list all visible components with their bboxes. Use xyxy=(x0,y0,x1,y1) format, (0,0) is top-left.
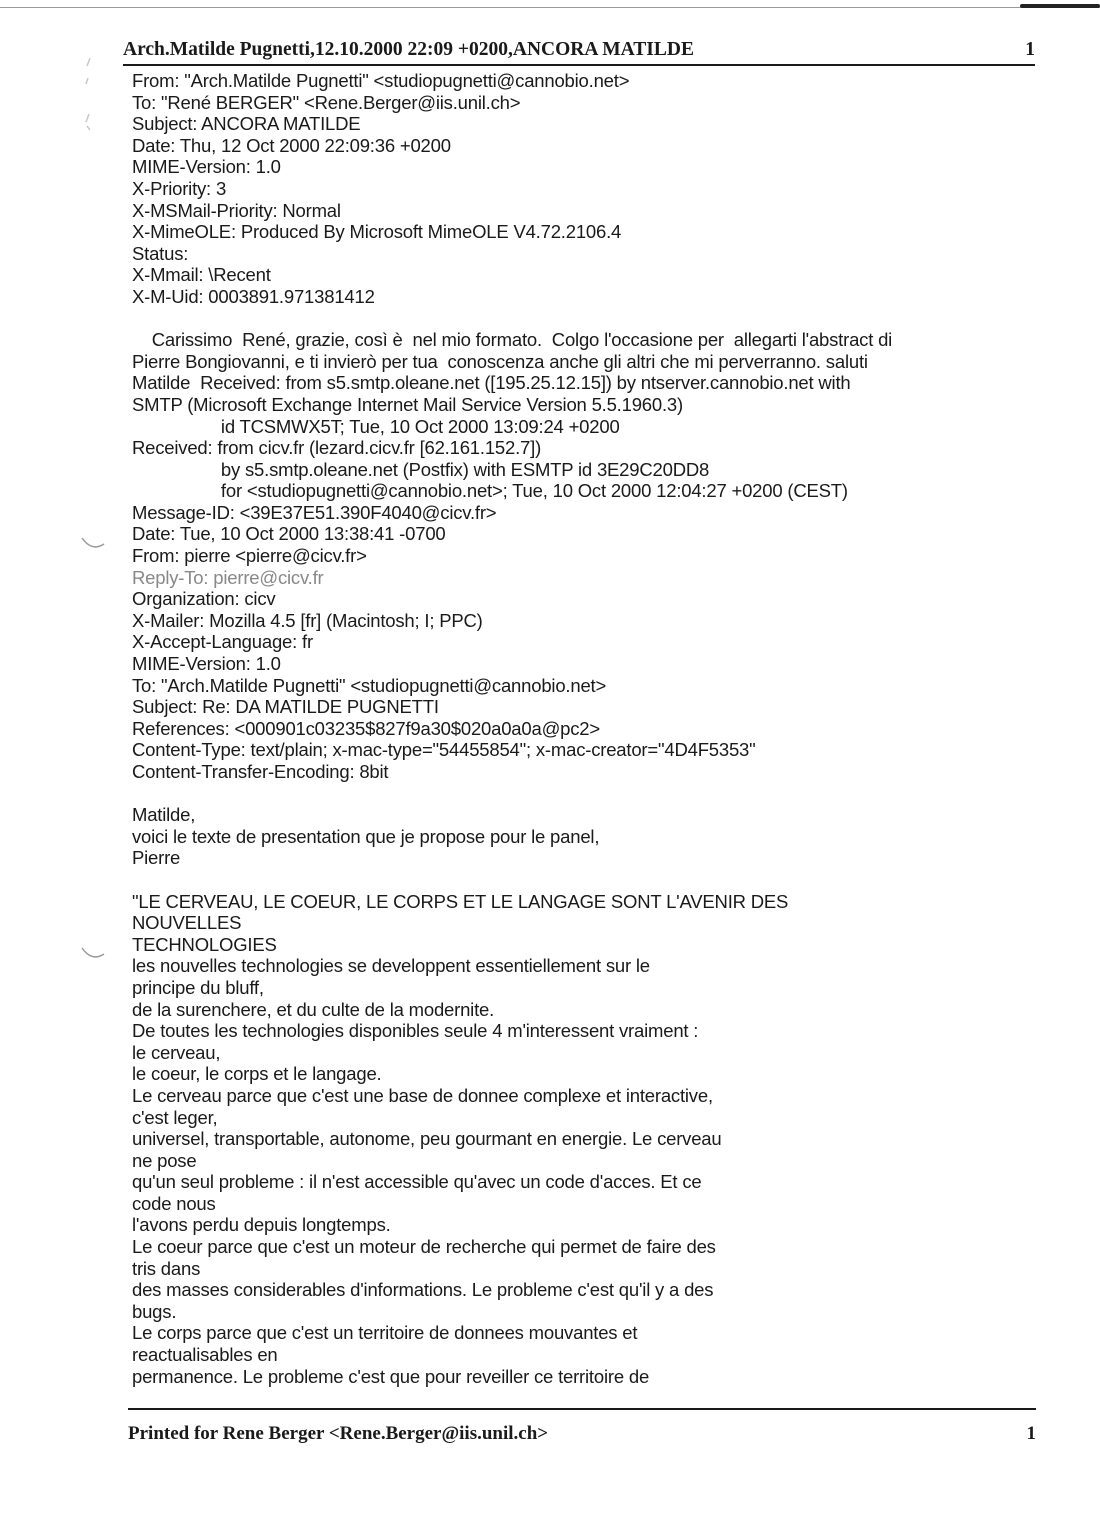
body-line: Matilde Received: from s5.smtp.oleane.net ([195.25.12.15]) by ntserver.cannobio.net with xyxy=(132,372,851,394)
body-line: des masses considerables d'informations. Le probleme c'est qu'il y a des xyxy=(132,1279,714,1301)
body-line: for <studiopugnetti@cannobio.net>; Tue, 10 Oct 2000 12:04:27 +0200 (CEST) xyxy=(132,480,848,502)
body-line: Reply-To: pierre@cicv.fr xyxy=(132,566,324,588)
body-line: X-M-Uid: 0003891.971381412 xyxy=(132,285,375,307)
body-line xyxy=(132,308,1032,330)
body-line: by s5.smtp.oleane.net (Postfix) with ESMTP id 3E29C20DD8 xyxy=(132,458,710,480)
scan-speck-marks xyxy=(78,52,98,142)
body-line: TECHNOLOGIES xyxy=(132,933,277,955)
body-line: De toutes les technologies disponibles seule 4 m'interessent vraiment : xyxy=(132,1020,699,1042)
body-line: X-Mailer: Mozilla 4.5 [fr] (Macintosh; I; PPC) xyxy=(132,609,483,631)
body-line: To: "Arch.Matilde Pugnetti" <studiopugnetti@cannobio.net> xyxy=(132,674,607,696)
printed-for: Printed for Rene Berger <Rene.Berger@iis.unil.ch> xyxy=(128,1423,549,1444)
body-line: le coeur, le corps et le langage. xyxy=(132,1063,382,1085)
body-line: ne pose xyxy=(132,1149,197,1171)
body-line: c'est leger, xyxy=(132,1106,218,1128)
body-line: Matilde, xyxy=(132,804,196,826)
body-line: From: pierre <pierre@cicv.fr> xyxy=(132,545,367,567)
page-title: Arch.Matilde Pugnetti,12.10.2000 22:09 +0200,ANCORA MATILDE xyxy=(123,39,694,60)
page-header xyxy=(123,38,1035,66)
body-line: voici le texte de presentation que je propose pour le panel, xyxy=(132,825,600,847)
body-line: Pierre xyxy=(132,847,181,869)
body-line: X-Accept-Language: fr xyxy=(132,631,313,653)
body-line: universel, transportable, autonome, peu gourmant en energie. Le cerveau xyxy=(132,1128,722,1150)
body-line xyxy=(132,783,1032,805)
body-line: Pierre Bongiovanni, e ti invierò per tua conoscenza anche gli altri che mi perverranno. saluti xyxy=(132,350,868,372)
body-line: Status: xyxy=(132,242,189,264)
body-line: Date: Tue, 10 Oct 2000 13:38:41 -0700 xyxy=(132,523,446,545)
body-line: Carissimo René, grazie, così è nel mio formato. Colgo l'occasione per allegarti l'abstract di xyxy=(132,329,893,351)
body-line: Le coeur parce que c'est un moteur de recherche qui permet de faire des xyxy=(132,1236,716,1258)
body-line: References: <000901c03235$827f9a30$020a0a0a@pc2> xyxy=(132,717,600,739)
body-line: de la surenchere, et du culte de la modernite. xyxy=(132,998,495,1020)
body-line: To: "René BERGER" <Rene.Berger@iis.unil.ch> xyxy=(132,91,521,113)
body-line: Subject: Re: DA MATILDE PUGNETTI xyxy=(132,696,439,718)
scan-edge-line xyxy=(0,7,1100,8)
body-line: les nouvelles technologies se developpent essentiellement sur le xyxy=(132,955,650,977)
body-line: l'avons perdu depuis longtemps. xyxy=(132,1214,391,1236)
body-line: Content-Transfer-Encoding: 8bit xyxy=(132,761,389,782)
body-line: Le cerveau parce que c'est une base de donnee complexe et interactive, xyxy=(132,1084,713,1106)
body-line: code nous xyxy=(132,1192,216,1214)
body-line: Content-Type: text/plain; x-mac-type="54455854"; x-mac-creator="4D4F5353" xyxy=(132,739,756,761)
page-footer xyxy=(128,1408,1036,1446)
body-line: le cerveau, xyxy=(132,1041,221,1063)
email-body xyxy=(132,70,1032,1392)
body-line: tris dans xyxy=(132,1257,201,1279)
body-line: SMTP (Microsoft Exchange Internet Mail Service Version 5.5.1960.3) xyxy=(132,393,683,415)
body-line: Organization: cicv xyxy=(132,588,276,610)
body-line: MIME-Version: 1.0 xyxy=(132,156,281,178)
body-line: principe du bluff, xyxy=(132,976,264,998)
body-line: Date: Thu, 12 Oct 2000 22:09:36 +0200 xyxy=(132,134,451,156)
body-line: NOUVELLES xyxy=(132,912,242,934)
body-line: X-Priority: 3 xyxy=(132,177,227,199)
body-line: reactualisables en xyxy=(132,1344,278,1366)
body-line: Received: from cicv.fr (lezard.cicv.fr [62.161.152.7]) xyxy=(132,437,542,459)
header-page-number: 1 xyxy=(1025,39,1035,60)
scan-edge-mark xyxy=(1020,4,1100,8)
body-line: Le corps parce que c'est un territoire de donnees mouvantes et xyxy=(132,1322,638,1344)
body-line: X-MimeOLE: Produced By Microsoft MimeOLE V4.72.2106.4 xyxy=(132,221,622,243)
footer-page-number: 1 xyxy=(1026,1423,1036,1444)
body-line: Message-ID: <39E37E51.390F4040@cicv.fr> xyxy=(132,501,497,523)
body-line xyxy=(132,869,1032,891)
body-line: permanence. Le probleme c'est que pour reveiller ce territoire de xyxy=(132,1365,650,1387)
body-line: qu'un seul probleme : il n'est accessible qu'avec un code d'acces. Et ce xyxy=(132,1171,702,1193)
body-line: Subject: ANCORA MATILDE xyxy=(132,113,361,135)
body-line: MIME-Version: 1.0 xyxy=(132,653,281,675)
body-line: bugs. xyxy=(132,1300,177,1322)
body-line: X-MSMail-Priority: Normal xyxy=(132,199,341,221)
body-line: X-Mmail: \Recent xyxy=(132,264,271,286)
punch-hole-mark-upper xyxy=(80,530,108,556)
body-line: From: "Arch.Matilde Pugnetti" <studiopugnetti@cannobio.net> xyxy=(132,70,630,91)
body-line: id TCSMWX5T; Tue, 10 Oct 2000 13:09:24 +0200 xyxy=(132,415,620,437)
punch-hole-mark-lower xyxy=(80,940,108,966)
body-line: "LE CERVEAU, LE COEUR, LE CORPS ET LE LANGAGE SONT L'AVENIR DES xyxy=(132,890,789,912)
